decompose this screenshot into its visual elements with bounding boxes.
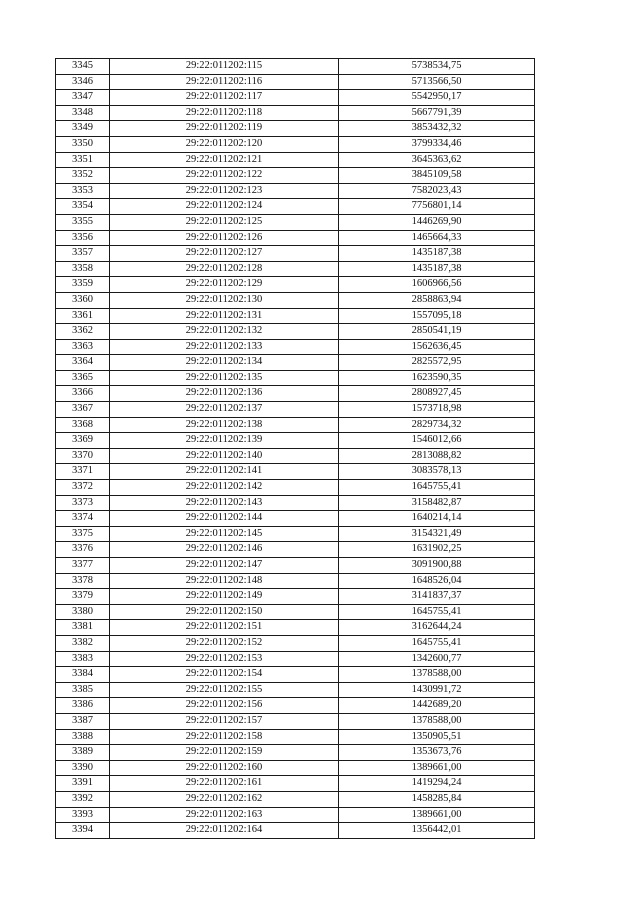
cadastral-number-cell: 29:22:011202:143 xyxy=(110,495,339,511)
cadastral-value-cell: 5713566,50 xyxy=(339,74,535,90)
table-row xyxy=(56,651,535,667)
cadastral-number-cell: 29:22:011202:117 xyxy=(110,90,339,106)
row-number-cell: 3388 xyxy=(56,729,110,745)
cadastral-number-cell: 29:22:011202:144 xyxy=(110,511,339,527)
table-row xyxy=(56,729,535,745)
table-row xyxy=(56,480,535,496)
table-row xyxy=(56,495,535,511)
cadastral-value-cell: 5738534,75 xyxy=(339,59,535,75)
cadastral-value-cell: 3091900,88 xyxy=(339,558,535,574)
row-number-cell: 3380 xyxy=(56,604,110,620)
cadastral-value-cell: 3154321,49 xyxy=(339,526,535,542)
table-row xyxy=(56,667,535,683)
cadastral-number-cell: 29:22:011202:146 xyxy=(110,542,339,558)
cadastral-number-cell: 29:22:011202:130 xyxy=(110,292,339,308)
table-row xyxy=(56,542,535,558)
row-number-cell: 3372 xyxy=(56,480,110,496)
cadastral-value-cell: 1631902,25 xyxy=(339,542,535,558)
table-row xyxy=(56,713,535,729)
cadastral-number-cell: 29:22:011202:138 xyxy=(110,417,339,433)
cadastral-number-cell: 29:22:011202:133 xyxy=(110,339,339,355)
cadastral-value-cell: 3645363,62 xyxy=(339,152,535,168)
cadastral-value-cell: 1645755,41 xyxy=(339,604,535,620)
cadastral-value-cell: 1645755,41 xyxy=(339,480,535,496)
table-row xyxy=(56,90,535,106)
cadastral-value-cell: 1465664,33 xyxy=(339,230,535,246)
table-row xyxy=(56,230,535,246)
row-number-cell: 3393 xyxy=(56,807,110,823)
cadastral-number-cell: 29:22:011202:121 xyxy=(110,152,339,168)
cadastral-value-cell: 1557095,18 xyxy=(339,308,535,324)
cadastral-value-cell: 1350905,51 xyxy=(339,729,535,745)
cadastral-value-cell: 1546012,66 xyxy=(339,433,535,449)
table-row xyxy=(56,760,535,776)
table-row xyxy=(56,589,535,605)
cadastral-value-cell: 1623590,35 xyxy=(339,370,535,386)
cadastral-value-cell: 5542950,17 xyxy=(339,90,535,106)
table-row xyxy=(56,261,535,277)
cadastral-value-cell: 3799334,46 xyxy=(339,136,535,152)
row-number-cell: 3354 xyxy=(56,199,110,215)
row-number-cell: 3356 xyxy=(56,230,110,246)
table-row xyxy=(56,214,535,230)
cadastral-number-cell: 29:22:011202:158 xyxy=(110,729,339,745)
row-number-cell: 3387 xyxy=(56,713,110,729)
cadastral-number-cell: 29:22:011202:159 xyxy=(110,745,339,761)
cadastral-number-cell: 29:22:011202:163 xyxy=(110,807,339,823)
cadastral-value-cell: 1562636,45 xyxy=(339,339,535,355)
cadastral-number-cell: 29:22:011202:125 xyxy=(110,214,339,230)
cadastral-number-cell: 29:22:011202:118 xyxy=(110,105,339,121)
table-row xyxy=(56,152,535,168)
row-number-cell: 3383 xyxy=(56,651,110,667)
table-row xyxy=(56,386,535,402)
cadastral-value-cell: 1640214,14 xyxy=(339,511,535,527)
table-row xyxy=(56,402,535,418)
cadastral-value-cell: 1435187,38 xyxy=(339,246,535,262)
cadastral-number-cell: 29:22:011202:148 xyxy=(110,573,339,589)
table-row xyxy=(56,448,535,464)
row-number-cell: 3385 xyxy=(56,682,110,698)
table-row xyxy=(56,573,535,589)
row-number-cell: 3390 xyxy=(56,760,110,776)
cadastral-number-cell: 29:22:011202:131 xyxy=(110,308,339,324)
cadastral-value-table xyxy=(55,58,535,839)
cadastral-number-cell: 29:22:011202:160 xyxy=(110,760,339,776)
row-number-cell: 3359 xyxy=(56,277,110,293)
row-number-cell: 3367 xyxy=(56,402,110,418)
cadastral-number-cell: 29:22:011202:116 xyxy=(110,74,339,90)
cadastral-number-cell: 29:22:011202:164 xyxy=(110,823,339,839)
row-number-cell: 3391 xyxy=(56,776,110,792)
row-number-cell: 3365 xyxy=(56,370,110,386)
table-row xyxy=(56,199,535,215)
row-number-cell: 3375 xyxy=(56,526,110,542)
row-number-cell: 3350 xyxy=(56,136,110,152)
cadastral-value-cell: 1606966,56 xyxy=(339,277,535,293)
table-row xyxy=(56,277,535,293)
row-number-cell: 3364 xyxy=(56,355,110,371)
row-number-cell: 3360 xyxy=(56,292,110,308)
cadastral-number-cell: 29:22:011202:115 xyxy=(110,59,339,75)
cadastral-number-cell: 29:22:011202:132 xyxy=(110,324,339,340)
cadastral-number-cell: 29:22:011202:122 xyxy=(110,168,339,184)
cadastral-value-cell: 3141837,37 xyxy=(339,589,535,605)
cadastral-value-cell: 1389661,00 xyxy=(339,760,535,776)
cadastral-number-cell: 29:22:011202:145 xyxy=(110,526,339,542)
cadastral-value-cell: 3845109,58 xyxy=(339,168,535,184)
row-number-cell: 3357 xyxy=(56,246,110,262)
row-number-cell: 3351 xyxy=(56,152,110,168)
cadastral-value-cell: 3083578,13 xyxy=(339,464,535,480)
row-number-cell: 3376 xyxy=(56,542,110,558)
table-row xyxy=(56,308,535,324)
row-number-cell: 3361 xyxy=(56,308,110,324)
cadastral-number-cell: 29:22:011202:155 xyxy=(110,682,339,698)
cadastral-number-cell: 29:22:011202:119 xyxy=(110,121,339,137)
cadastral-value-cell: 1573718,98 xyxy=(339,402,535,418)
row-number-cell: 3355 xyxy=(56,214,110,230)
row-number-cell: 3371 xyxy=(56,464,110,480)
cadastral-number-cell: 29:22:011202:126 xyxy=(110,230,339,246)
row-number-cell: 3358 xyxy=(56,261,110,277)
cadastral-number-cell: 29:22:011202:135 xyxy=(110,370,339,386)
cadastral-number-cell: 29:22:011202:154 xyxy=(110,667,339,683)
cadastral-value-cell: 1446269,90 xyxy=(339,214,535,230)
table-row xyxy=(56,433,535,449)
row-number-cell: 3346 xyxy=(56,74,110,90)
table-row xyxy=(56,168,535,184)
cadastral-number-cell: 29:22:011202:134 xyxy=(110,355,339,371)
table-row xyxy=(56,604,535,620)
cadastral-number-cell: 29:22:011202:142 xyxy=(110,480,339,496)
row-number-cell: 3368 xyxy=(56,417,110,433)
cadastral-value-cell: 1342600,77 xyxy=(339,651,535,667)
cadastral-number-cell: 29:22:011202:147 xyxy=(110,558,339,574)
cadastral-number-cell: 29:22:011202:127 xyxy=(110,246,339,262)
cadastral-value-cell: 2813088,82 xyxy=(339,448,535,464)
cadastral-value-cell: 5667791,39 xyxy=(339,105,535,121)
cadastral-number-cell: 29:22:011202:149 xyxy=(110,589,339,605)
table-row xyxy=(56,324,535,340)
cadastral-number-cell: 29:22:011202:140 xyxy=(110,448,339,464)
cadastral-number-cell: 29:22:011202:139 xyxy=(110,433,339,449)
table-row xyxy=(56,339,535,355)
cadastral-number-cell: 29:22:011202:137 xyxy=(110,402,339,418)
row-number-cell: 3384 xyxy=(56,667,110,683)
table-row xyxy=(56,74,535,90)
row-number-cell: 3352 xyxy=(56,168,110,184)
cadastral-number-cell: 29:22:011202:156 xyxy=(110,698,339,714)
row-number-cell: 3386 xyxy=(56,698,110,714)
cadastral-number-cell: 29:22:011202:120 xyxy=(110,136,339,152)
cadastral-number-cell: 29:22:011202:141 xyxy=(110,464,339,480)
table-row xyxy=(56,526,535,542)
cadastral-value-cell: 3853432,32 xyxy=(339,121,535,137)
row-number-cell: 3369 xyxy=(56,433,110,449)
row-number-cell: 3379 xyxy=(56,589,110,605)
table-row xyxy=(56,745,535,761)
row-number-cell: 3378 xyxy=(56,573,110,589)
cadastral-number-cell: 29:22:011202:150 xyxy=(110,604,339,620)
table-row xyxy=(56,121,535,137)
cadastral-value-cell: 2808927,45 xyxy=(339,386,535,402)
cadastral-number-cell: 29:22:011202:152 xyxy=(110,635,339,651)
row-number-cell: 3349 xyxy=(56,121,110,137)
cadastral-value-cell: 1419294,24 xyxy=(339,776,535,792)
table-row xyxy=(56,464,535,480)
cadastral-value-cell: 1648526,04 xyxy=(339,573,535,589)
cadastral-value-cell: 7582023,43 xyxy=(339,183,535,199)
row-number-cell: 3377 xyxy=(56,558,110,574)
cadastral-value-cell: 1356442,01 xyxy=(339,823,535,839)
table-row xyxy=(56,105,535,121)
row-number-cell: 3366 xyxy=(56,386,110,402)
row-number-cell: 3353 xyxy=(56,183,110,199)
row-number-cell: 3362 xyxy=(56,324,110,340)
row-number-cell: 3348 xyxy=(56,105,110,121)
row-number-cell: 3394 xyxy=(56,823,110,839)
table-row xyxy=(56,183,535,199)
cadastral-value-cell: 1430991,72 xyxy=(339,682,535,698)
table-row xyxy=(56,698,535,714)
cadastral-value-cell: 3158482,87 xyxy=(339,495,535,511)
row-number-cell: 3347 xyxy=(56,90,110,106)
cadastral-number-cell: 29:22:011202:153 xyxy=(110,651,339,667)
cadastral-value-cell: 1645755,41 xyxy=(339,635,535,651)
cadastral-value-cell: 2829734,32 xyxy=(339,417,535,433)
row-number-cell: 3389 xyxy=(56,745,110,761)
cadastral-value-cell: 1442689,20 xyxy=(339,698,535,714)
table-row xyxy=(56,246,535,262)
cadastral-value-cell: 3162644,24 xyxy=(339,620,535,636)
row-number-cell: 3374 xyxy=(56,511,110,527)
cadastral-number-cell: 29:22:011202:136 xyxy=(110,386,339,402)
table-row xyxy=(56,417,535,433)
table-row xyxy=(56,355,535,371)
cadastral-value-cell: 1378588,00 xyxy=(339,713,535,729)
cadastral-value-cell: 1458285,84 xyxy=(339,791,535,807)
table-row xyxy=(56,370,535,386)
cadastral-number-cell: 29:22:011202:129 xyxy=(110,277,339,293)
row-number-cell: 3345 xyxy=(56,59,110,75)
cadastral-value-cell: 2825572,95 xyxy=(339,355,535,371)
row-number-cell: 3363 xyxy=(56,339,110,355)
row-number-cell: 3382 xyxy=(56,635,110,651)
table-row xyxy=(56,635,535,651)
row-number-cell: 3381 xyxy=(56,620,110,636)
table-row xyxy=(56,136,535,152)
table-row xyxy=(56,807,535,823)
table-body xyxy=(56,59,535,839)
cadastral-value-cell: 1353673,76 xyxy=(339,745,535,761)
row-number-cell: 3373 xyxy=(56,495,110,511)
cadastral-number-cell: 29:22:011202:151 xyxy=(110,620,339,636)
cadastral-value-cell: 1378588,00 xyxy=(339,667,535,683)
cadastral-number-cell: 29:22:011202:128 xyxy=(110,261,339,277)
cadastral-number-cell: 29:22:011202:157 xyxy=(110,713,339,729)
cadastral-value-cell: 2858863,94 xyxy=(339,292,535,308)
row-number-cell: 3370 xyxy=(56,448,110,464)
table-row xyxy=(56,292,535,308)
cadastral-number-cell: 29:22:011202:124 xyxy=(110,199,339,215)
table-row xyxy=(56,511,535,527)
table-row xyxy=(56,558,535,574)
table-row xyxy=(56,823,535,839)
cadastral-value-cell: 7756801,14 xyxy=(339,199,535,215)
table-row xyxy=(56,791,535,807)
cadastral-value-cell: 2850541,19 xyxy=(339,324,535,340)
table-row xyxy=(56,620,535,636)
cadastral-number-cell: 29:22:011202:123 xyxy=(110,183,339,199)
table-row xyxy=(56,776,535,792)
row-number-cell: 3392 xyxy=(56,791,110,807)
cadastral-value-cell: 1389661,00 xyxy=(339,807,535,823)
cadastral-number-cell: 29:22:011202:161 xyxy=(110,776,339,792)
table-row xyxy=(56,682,535,698)
cadastral-value-cell: 1435187,38 xyxy=(339,261,535,277)
table-row xyxy=(56,59,535,75)
cadastral-number-cell: 29:22:011202:162 xyxy=(110,791,339,807)
